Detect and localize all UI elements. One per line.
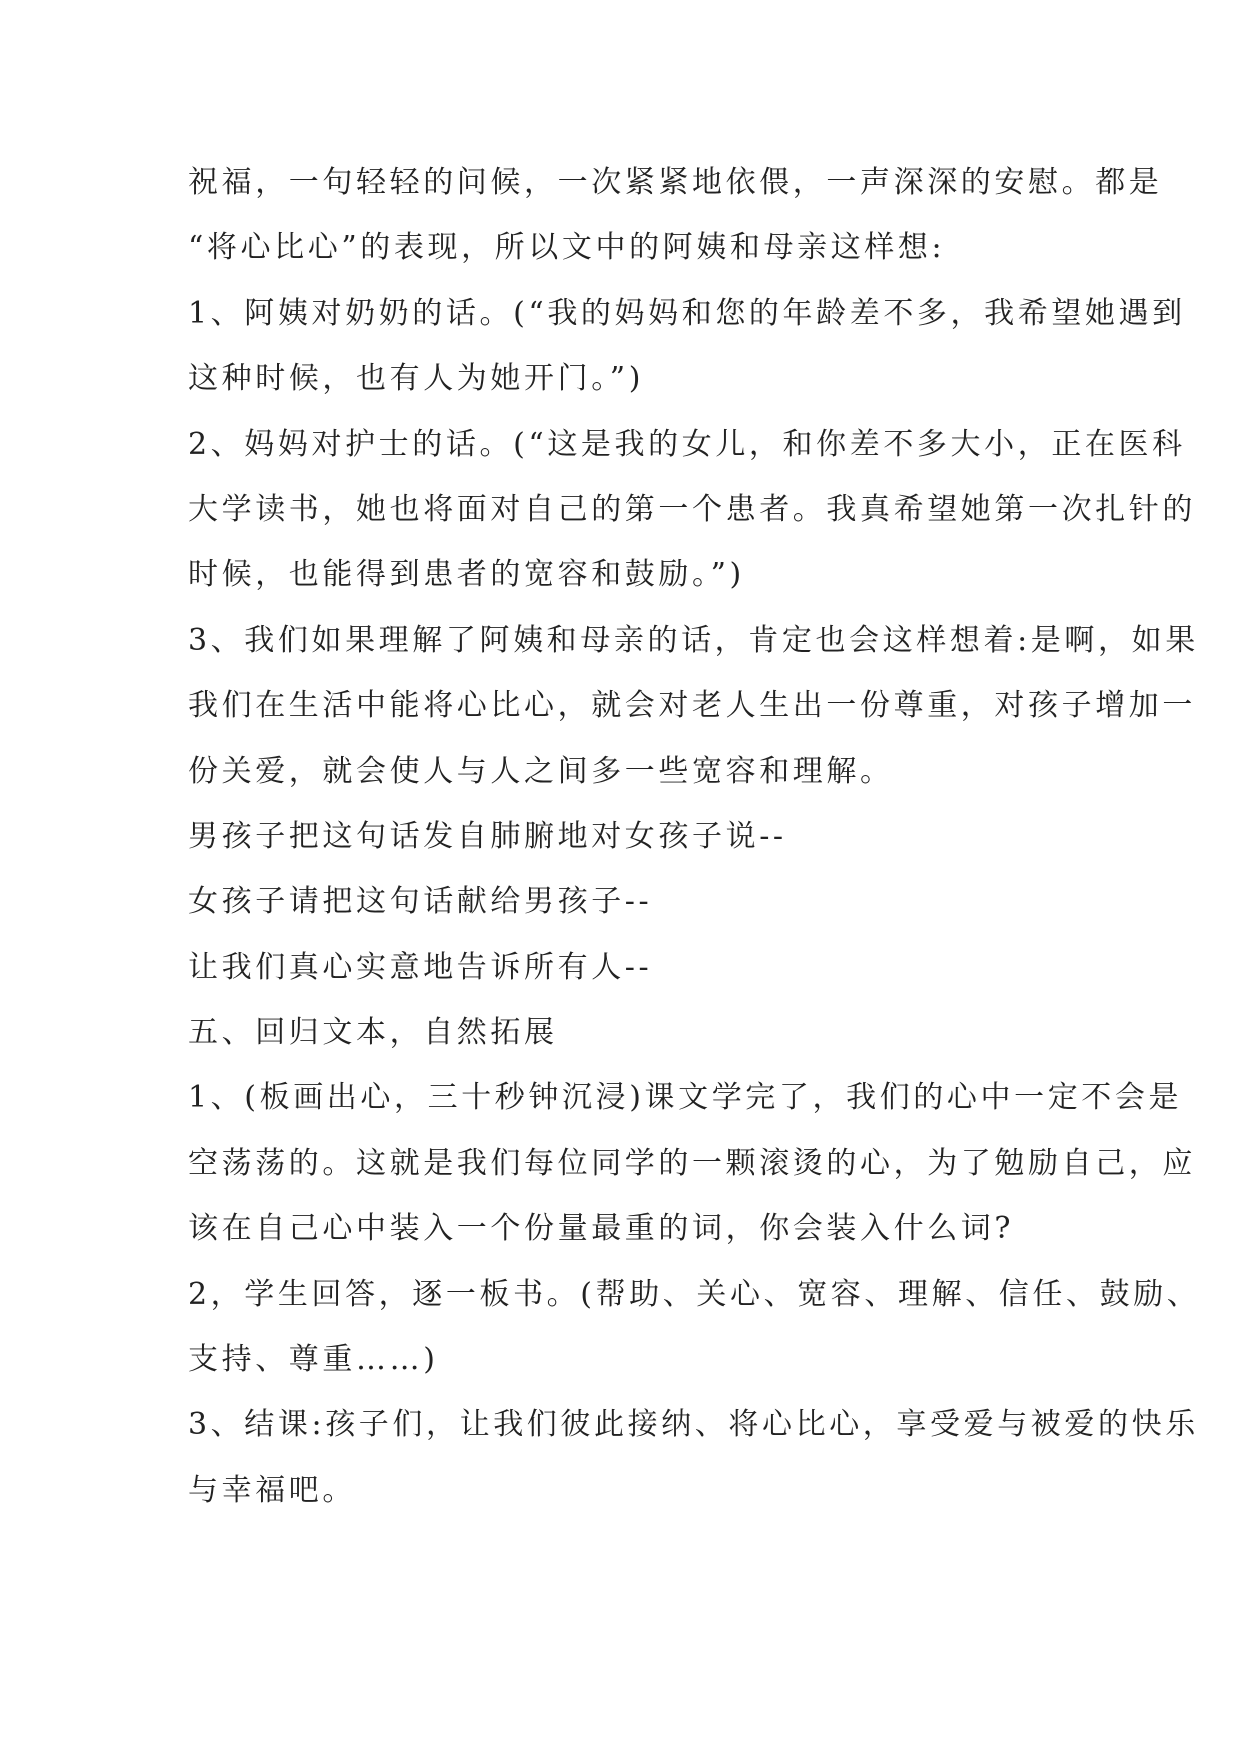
text-line: 空荡荡的。这就是我们每位同学的一颗滚烫的心，为了勉励自己，应 <box>188 1145 1196 1181</box>
text-line: 支持、尊重……) <box>188 1342 439 1378</box>
text-line: 3、我们如果理解了阿姨和母亲的话，肯定也会这样想着:是啊，如果 <box>188 622 1199 658</box>
text-line: 让我们真心实意地告诉所有人-- <box>188 949 653 985</box>
text-line: 时候，也能得到患者的宽容和鼓励。”) <box>188 557 745 593</box>
text-line: 男孩子把这句话发自肺腑地对女孩子说-- <box>188 818 787 854</box>
text-line: 大学读书，她也将面对自己的第一个患者。我真希望她第一次扎针的 <box>188 491 1196 527</box>
text-line: 1、阿姨对奶奶的话。(“我的妈妈和您的年龄差不多，我希望她遇到 <box>188 295 1186 331</box>
text-line: 我们在生活中能将心比心，就会对老人生出一份尊重，对孩子增加一 <box>188 688 1196 724</box>
text-line: 与幸福吧。 <box>188 1472 356 1508</box>
text-line: “将心比心”的表现，所以文中的阿姨和母亲这样想: <box>188 230 946 266</box>
section-heading: 五、回归文本，自然拓展 <box>188 1015 558 1051</box>
document-body <box>188 155 1201 1528</box>
text-line: 1、(板画出心，三十秒钟沉浸)课文学完了，我们的心中一定不会是 <box>188 1080 1183 1116</box>
text-line: 该在自己心中装入一个份量最重的词，你会装入什么词? <box>188 1211 1015 1247</box>
text-line: 份关爱，就会使人与人之间多一些宽容和理解。 <box>188 753 894 789</box>
text-line: 3、结课:孩子们，让我们彼此接纳、将心比心，享受爱与被爱的快乐 <box>188 1407 1199 1443</box>
text-line: 2，学生回答，逐一板书。(帮助、关心、宽容、理解、信任、鼓励、 <box>188 1276 1201 1312</box>
text-line: 2、妈妈对护士的话。(“这是我的女儿，和你差不多大小，正在医科 <box>188 426 1186 462</box>
text-line: 女孩子请把这句话献给男孩子-- <box>188 884 653 920</box>
text-line: 这种时候，也有人为她开门。”) <box>188 361 645 397</box>
text-line: 祝福，一句轻轻的问候，一次紧紧地依偎，一声深深的安慰。都是 <box>188 165 1163 200</box>
